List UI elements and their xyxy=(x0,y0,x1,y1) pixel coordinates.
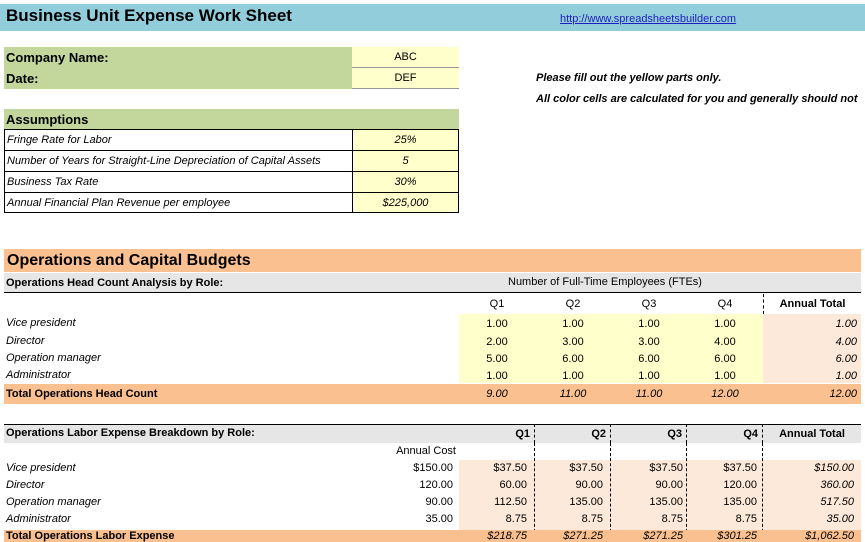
hc-total-cell: 6.00 xyxy=(835,352,857,365)
hc-cell[interactable]: 3.00 xyxy=(638,335,660,348)
page-title: Business Unit Expense Work Sheet xyxy=(6,6,292,25)
hc-total-cell: 1.00 xyxy=(835,369,857,382)
labor-total-cell: 517.50 xyxy=(820,496,854,508)
labor-cell: $37.50 xyxy=(569,462,603,474)
labor-col-q3: Q3 xyxy=(611,424,687,443)
labor-total-cell: $150.00 xyxy=(814,462,854,474)
company-name-label: Company Name: xyxy=(6,50,109,65)
hc-total-q: 11.00 xyxy=(559,388,587,400)
hc-total-label: Total Operations Head Count xyxy=(6,388,158,400)
labor-annual-cost[interactable]: $150.00 xyxy=(413,462,453,474)
labor-col-q4: Q4 xyxy=(687,424,763,443)
hc-cell[interactable]: 1.00 xyxy=(638,369,660,382)
assumption-label: Number of Years for Straight-Line Depreciation of Capital Assets xyxy=(5,151,353,172)
labor-cell: 8.75 xyxy=(661,513,683,525)
annual-cost-label: Annual Cost xyxy=(396,445,456,457)
hc-cell[interactable]: 2.00 xyxy=(486,335,508,348)
hc-cell[interactable]: 1.00 xyxy=(562,369,584,382)
labor-total-cell: 360.00 xyxy=(820,479,854,491)
hc-col-q4: Q4 xyxy=(717,298,733,310)
hc-cell[interactable]: 1.00 xyxy=(714,317,736,330)
hc-total-q: 11.00 xyxy=(635,388,663,400)
date-input[interactable] xyxy=(352,68,459,89)
hc-role: Director xyxy=(6,335,45,347)
hc-cell[interactable]: 1.00 xyxy=(486,317,508,330)
labor-heading: Operations Labor Expense Breakdown by Role: xyxy=(6,427,255,439)
labor-col-q2: Q2 xyxy=(535,424,611,443)
hc-cell[interactable]: 6.00 xyxy=(562,352,584,365)
divider xyxy=(610,443,611,542)
divider xyxy=(762,443,763,542)
hc-role: Operation manager xyxy=(6,352,101,364)
hc-col-total: Annual Total xyxy=(763,294,861,314)
fte-label: Number of Full-Time Employees (FTEs) xyxy=(508,276,702,288)
labor-role: Vice president xyxy=(6,462,76,474)
labor-cell: 8.75 xyxy=(505,513,527,525)
labor-grand-total: $1,062.50 xyxy=(805,530,854,542)
hc-cell[interactable]: 4.00 xyxy=(714,335,736,348)
labor-cell: 135.00 xyxy=(569,496,603,508)
note-line1: Please fill out the yellow parts only. xyxy=(536,72,722,84)
divider xyxy=(534,443,535,542)
labor-cell: 60.00 xyxy=(499,479,527,491)
labor-cell: 8.75 xyxy=(581,513,603,525)
labor-cell: 8.75 xyxy=(735,513,757,525)
labor-annual-cost[interactable]: 120.00 xyxy=(419,479,453,491)
labor-total-label: Total Operations Labor Expense xyxy=(6,530,175,542)
website-link[interactable]: http://www.spreadsheetsbuilder.com xyxy=(560,13,737,25)
labor-total-q: $218.75 xyxy=(487,530,527,542)
labor-cell: 90.00 xyxy=(655,479,683,491)
assumptions-heading: Assumptions xyxy=(4,109,459,129)
tax-rate-input[interactable]: 30% xyxy=(353,172,458,193)
labor-cell: 135.00 xyxy=(649,496,683,508)
revenue-per-employee-input[interactable]: $225,000 xyxy=(353,193,458,212)
fringe-rate-input[interactable]: 25% xyxy=(353,130,458,151)
date-label: Date: xyxy=(6,71,39,86)
hc-total-cell: 4.00 xyxy=(835,335,857,348)
operations-heading: Operations and Capital Budgets xyxy=(4,249,861,272)
labor-annual-cost[interactable]: 35.00 xyxy=(425,513,453,525)
labor-role: Director xyxy=(6,479,45,491)
labor-col-q1: Q1 xyxy=(459,424,535,443)
date-value: DEF xyxy=(394,72,417,84)
labor-cell: 112.50 xyxy=(494,496,527,508)
depreciation-years-input[interactable]: 5 xyxy=(353,151,458,172)
hc-cell[interactable]: 1.00 xyxy=(562,317,584,330)
labor-cell: $37.50 xyxy=(649,462,683,474)
labor-cell: 90.00 xyxy=(575,479,603,491)
hc-cell[interactable]: 6.00 xyxy=(714,352,736,365)
labor-cell: $37.50 xyxy=(493,462,527,474)
labor-col-total: Annual Total xyxy=(779,427,845,440)
labor-cell: 135.00 xyxy=(723,496,757,508)
assumptions-table xyxy=(4,129,459,213)
labor-role: Administrator xyxy=(6,513,71,525)
hc-cell[interactable]: 1.00 xyxy=(714,369,736,382)
labor-total-cell: 35.00 xyxy=(826,513,854,525)
labor-cell: $37.50 xyxy=(723,462,757,474)
hc-cell[interactable]: 6.00 xyxy=(638,352,660,365)
hc-col-q2: Q2 xyxy=(565,298,581,310)
assumption-label: Business Tax Rate xyxy=(5,172,353,193)
hc-col-q1: Q1 xyxy=(489,298,505,310)
hc-total-cell: 1.00 xyxy=(835,317,857,330)
labor-annual-cost[interactable]: 90.00 xyxy=(425,496,453,508)
hc-cell[interactable]: 1.00 xyxy=(638,317,660,330)
company-name-input[interactable] xyxy=(352,47,459,68)
hc-cell[interactable]: 1.00 xyxy=(486,369,508,382)
hc-cell[interactable]: 5.00 xyxy=(486,352,508,365)
labor-total-q: $271.25 xyxy=(563,530,603,542)
hc-role: Administrator xyxy=(6,369,71,381)
hc-cell[interactable]: 3.00 xyxy=(562,335,584,348)
assumption-label: Fringe Rate for Labor xyxy=(5,130,353,151)
labor-role: Operation manager xyxy=(6,496,101,508)
hc-role: Vice president xyxy=(6,317,76,329)
labor-total-q: $271.25 xyxy=(643,530,683,542)
labor-cell: 120.00 xyxy=(723,479,757,491)
hc-col-q3: Q3 xyxy=(641,298,657,310)
hc-total-q: 12.00 xyxy=(711,388,739,400)
divider xyxy=(686,443,687,542)
company-name-value: ABC xyxy=(394,51,417,63)
note-line2: All color cells are calculated for you and generally should not xyxy=(536,93,858,105)
hc-grand-total: 12.00 xyxy=(829,388,857,400)
headcount-heading: Operations Head Count Analysis by Role: xyxy=(6,277,224,289)
labor-total-q: $301.25 xyxy=(717,530,757,542)
hc-total-q: 9.00 xyxy=(486,388,508,400)
assumption-label: Annual Financial Plan Revenue per employee xyxy=(5,193,353,212)
